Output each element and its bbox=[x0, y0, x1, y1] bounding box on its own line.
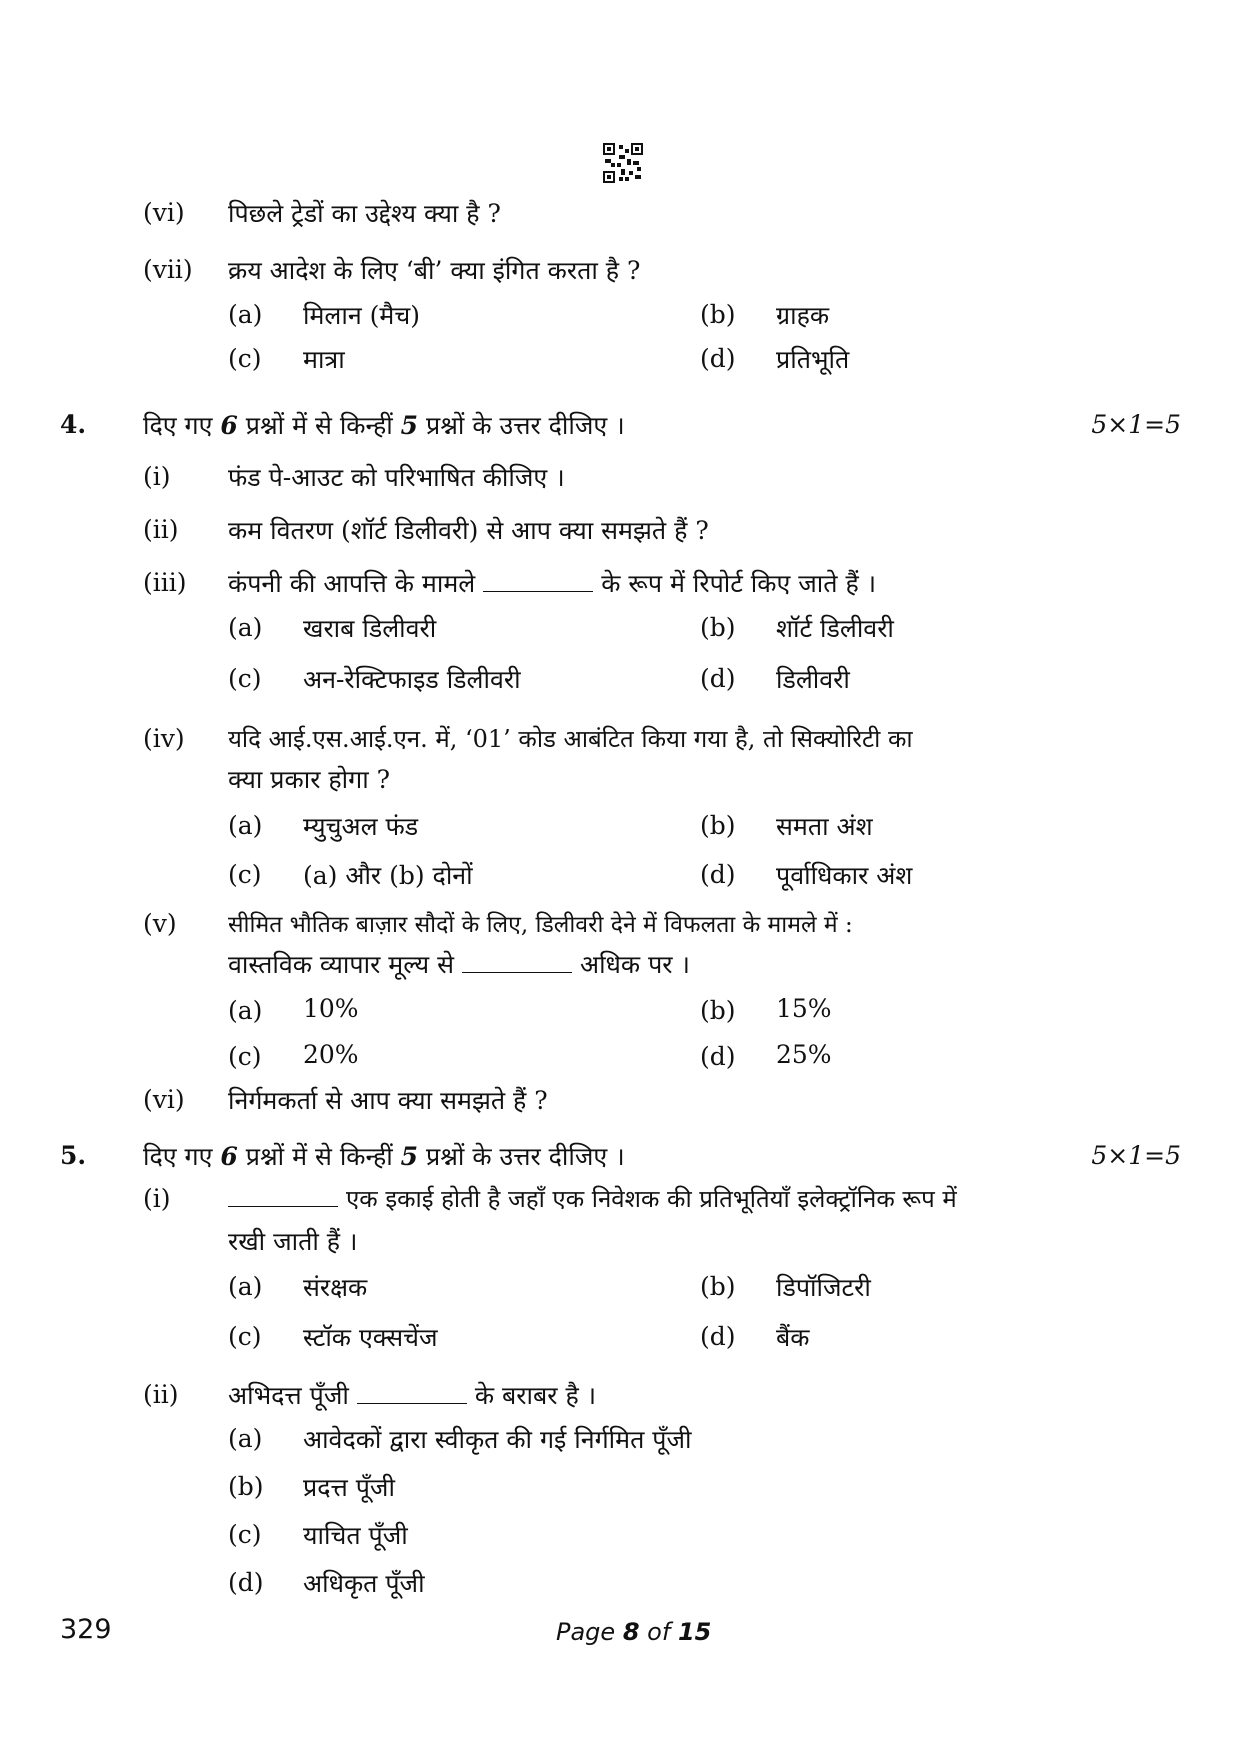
option-text: मात्रा bbox=[303, 345, 345, 374]
question-number: (i) bbox=[143, 462, 171, 491]
option-text: याचित पूँजी bbox=[303, 1521, 408, 1550]
option-text: खराब डिलीवरी bbox=[303, 614, 437, 643]
question-text-continued: रखी जाती हैं । bbox=[228, 1227, 358, 1256]
option-label: (c) bbox=[228, 1042, 262, 1071]
answer-blank bbox=[357, 1403, 467, 1404]
question-text: पिछले ट्रेडों का उद्देश्य क्या है ? bbox=[228, 199, 501, 228]
question-number: (i) bbox=[143, 1184, 171, 1213]
option-label: (a) bbox=[228, 300, 263, 329]
option-text: पूर्वाधिकार अंश bbox=[776, 861, 913, 890]
page-number: Page 8 of 15 bbox=[556, 1618, 712, 1646]
question-text: कम वितरण (शॉर्ट डिलीवरी) से आप क्या समझते हैं ? bbox=[228, 516, 709, 545]
option-text: अधिकृत पूँजी bbox=[303, 1569, 425, 1598]
marks-label: 5×1=5 bbox=[1091, 410, 1181, 439]
option-text: डिपॉजिटरी bbox=[776, 1273, 871, 1302]
option-label: (c) bbox=[228, 1520, 262, 1549]
option-label: (b) bbox=[700, 811, 736, 840]
option-text: अन-रेक्टिफाइड डिलीवरी bbox=[303, 665, 521, 694]
question-text-continued: क्या प्रकार होगा ? bbox=[228, 765, 391, 794]
question-number: (vi) bbox=[143, 1085, 185, 1114]
option-label: (d) bbox=[700, 664, 736, 693]
option-text: 25% bbox=[776, 1040, 832, 1069]
option-label: (d) bbox=[700, 1042, 736, 1071]
question-number: 4. bbox=[60, 410, 87, 439]
option-text: ग्राहक bbox=[776, 301, 830, 330]
option-label: (b) bbox=[700, 613, 736, 642]
option-label: (a) bbox=[228, 996, 263, 1025]
option-text: प्रतिभूति bbox=[776, 345, 850, 374]
option-label: (b) bbox=[700, 996, 736, 1025]
option-label: (c) bbox=[228, 664, 262, 693]
question-number: (iv) bbox=[143, 724, 185, 753]
option-label: (b) bbox=[700, 1272, 736, 1301]
answer-blank bbox=[483, 591, 593, 592]
question-text-continued: वास्तविक व्यापार मूल्य से अधिक पर । bbox=[228, 950, 690, 979]
option-text: (a) और (b) दोनों bbox=[303, 861, 473, 890]
option-label: (a) bbox=[228, 811, 263, 840]
option-text: संरक्षक bbox=[303, 1273, 368, 1302]
question-number: (v) bbox=[143, 909, 177, 938]
option-label: (a) bbox=[228, 613, 263, 642]
question-text: अभिदत्त पूँजी के बराबर है । bbox=[228, 1381, 597, 1410]
question-text: कंपनी की आपत्ति के मामले के रूप में रिपोर्ट किए जाते हैं । bbox=[228, 569, 877, 598]
marks-label: 5×1=5 bbox=[1091, 1141, 1181, 1170]
question-number: (ii) bbox=[143, 1380, 179, 1409]
question-instruction: दिए गए 6 प्रश्नों में से किन्हीं 5 प्रश्नों के उत्तर दीजिए । bbox=[143, 411, 625, 440]
option-label: (b) bbox=[228, 1472, 264, 1501]
option-text: मिलान (मैच) bbox=[303, 301, 421, 330]
option-label: (c) bbox=[228, 344, 262, 373]
answer-blank bbox=[462, 972, 572, 973]
option-label: (d) bbox=[700, 344, 736, 373]
option-label: (d) bbox=[700, 860, 736, 889]
option-text: स्टॉक एक्सचेंज bbox=[303, 1323, 438, 1352]
answer-blank bbox=[228, 1206, 338, 1207]
qr-code-icon bbox=[603, 143, 643, 183]
option-text: बैंक bbox=[776, 1323, 810, 1352]
option-text: 15% bbox=[776, 994, 832, 1023]
question-number: (ii) bbox=[143, 515, 179, 544]
option-label: (c) bbox=[228, 860, 262, 889]
question-text: सीमित भौतिक बाज़ार सौदों के लिए, डिलीवरी देने में विफलता के मामले में : bbox=[228, 912, 853, 938]
option-text: शॉर्ट डिलीवरी bbox=[776, 614, 894, 643]
option-text: प्रदत्त पूँजी bbox=[303, 1473, 395, 1502]
question-number: (iii) bbox=[143, 568, 187, 597]
question-text: यदि आई.एस.आई.एन. में, ‘01’ कोड आबंटित किया गया है, तो सिक्योरिटी का bbox=[228, 725, 913, 753]
question-number: 5. bbox=[60, 1141, 87, 1170]
option-text: डिलीवरी bbox=[776, 665, 850, 694]
option-label: (c) bbox=[228, 1322, 262, 1351]
option-label: (d) bbox=[228, 1568, 264, 1597]
paper-code: 329 bbox=[60, 1614, 112, 1645]
question-number: (vii) bbox=[143, 255, 193, 284]
question-text: क्रय आदेश के लिए ‘बी’ क्या इंगित करता है ? bbox=[228, 256, 641, 285]
option-label: (a) bbox=[228, 1424, 263, 1453]
option-text: समता अंश bbox=[776, 812, 873, 841]
option-text: 20% bbox=[303, 1040, 359, 1069]
option-text: 10% bbox=[303, 994, 359, 1023]
question-instruction: दिए गए 6 प्रश्नों में से किन्हीं 5 प्रश्नों के उत्तर दीजिए । bbox=[143, 1142, 625, 1171]
option-label: (d) bbox=[700, 1322, 736, 1351]
question-text: एक इकाई होती है जहाँ एक निवेशक की प्रतिभूतियाँ इलेक्ट्रॉनिक रूप में bbox=[228, 1182, 957, 1215]
option-label: (b) bbox=[700, 300, 736, 329]
option-text: म्युचुअल फंड bbox=[303, 812, 419, 841]
question-number: (vi) bbox=[143, 198, 185, 227]
question-text: निर्गमकर्ता से आप क्या समझते हैं ? bbox=[228, 1086, 548, 1115]
option-label: (a) bbox=[228, 1272, 263, 1301]
question-text: फंड पे-आउट को परिभाषित कीजिए । bbox=[228, 463, 565, 492]
option-text: आवेदकों द्वारा स्वीकृत की गई निर्गमित पूँजी bbox=[303, 1425, 692, 1454]
